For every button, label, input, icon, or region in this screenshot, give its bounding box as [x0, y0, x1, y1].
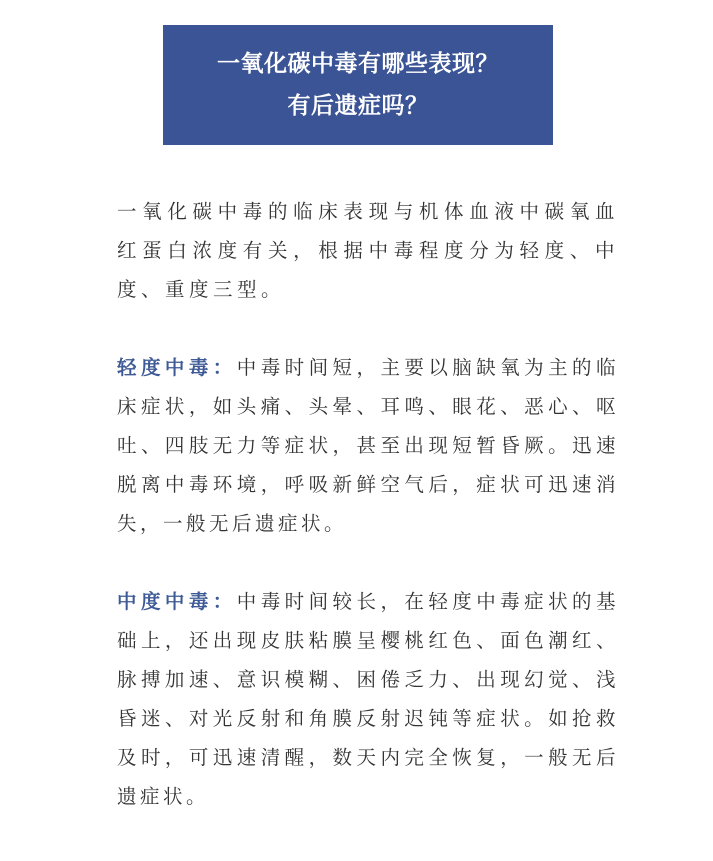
- mild-poisoning-text: 中毒时间短，主要以脑缺氧为主的临床症状，如头痛、头晕、耳鸣、眼花、恶心、呕吐、四肢无力等症状，甚至出现短暂昏厥。迅速脱离中毒环境，呼吸新鲜空气后，症状可迅速消失，一般无后遗症状。: [117, 356, 619, 535]
- article-body: [117, 192, 619, 816]
- intro-text: 一氧化碳中毒的临床表现与机体血液中碳氧血红蛋白浓度有关，根据中毒程度分为轻度、中度、重度三型。: [117, 200, 619, 301]
- title-line-1: 一氧化碳中毒有哪些表现？: [217, 51, 499, 77]
- mild-poisoning-label: 轻度中毒：: [117, 356, 237, 379]
- intro-paragraph: [117, 192, 619, 309]
- moderate-poisoning-paragraph: [117, 582, 619, 816]
- title-line-2: 有后遗症吗？: [287, 93, 429, 119]
- moderate-poisoning-text: 中毒时间较长，在轻度中毒症状的基础上，还出现皮肤粘膜呈樱桃红色、面色潮红、脉搏加速、意识模糊、困倦乏力、出现幻觉、浅昏迷、对光反射和角膜反射迟钝等症状。如抢救及时，可迅速清醒，数天内完全恢复，一般无后遗症状。: [117, 590, 619, 808]
- mild-poisoning-paragraph: [117, 348, 619, 543]
- title-banner: [163, 25, 553, 145]
- moderate-poisoning-label: 中度中毒：: [117, 590, 237, 613]
